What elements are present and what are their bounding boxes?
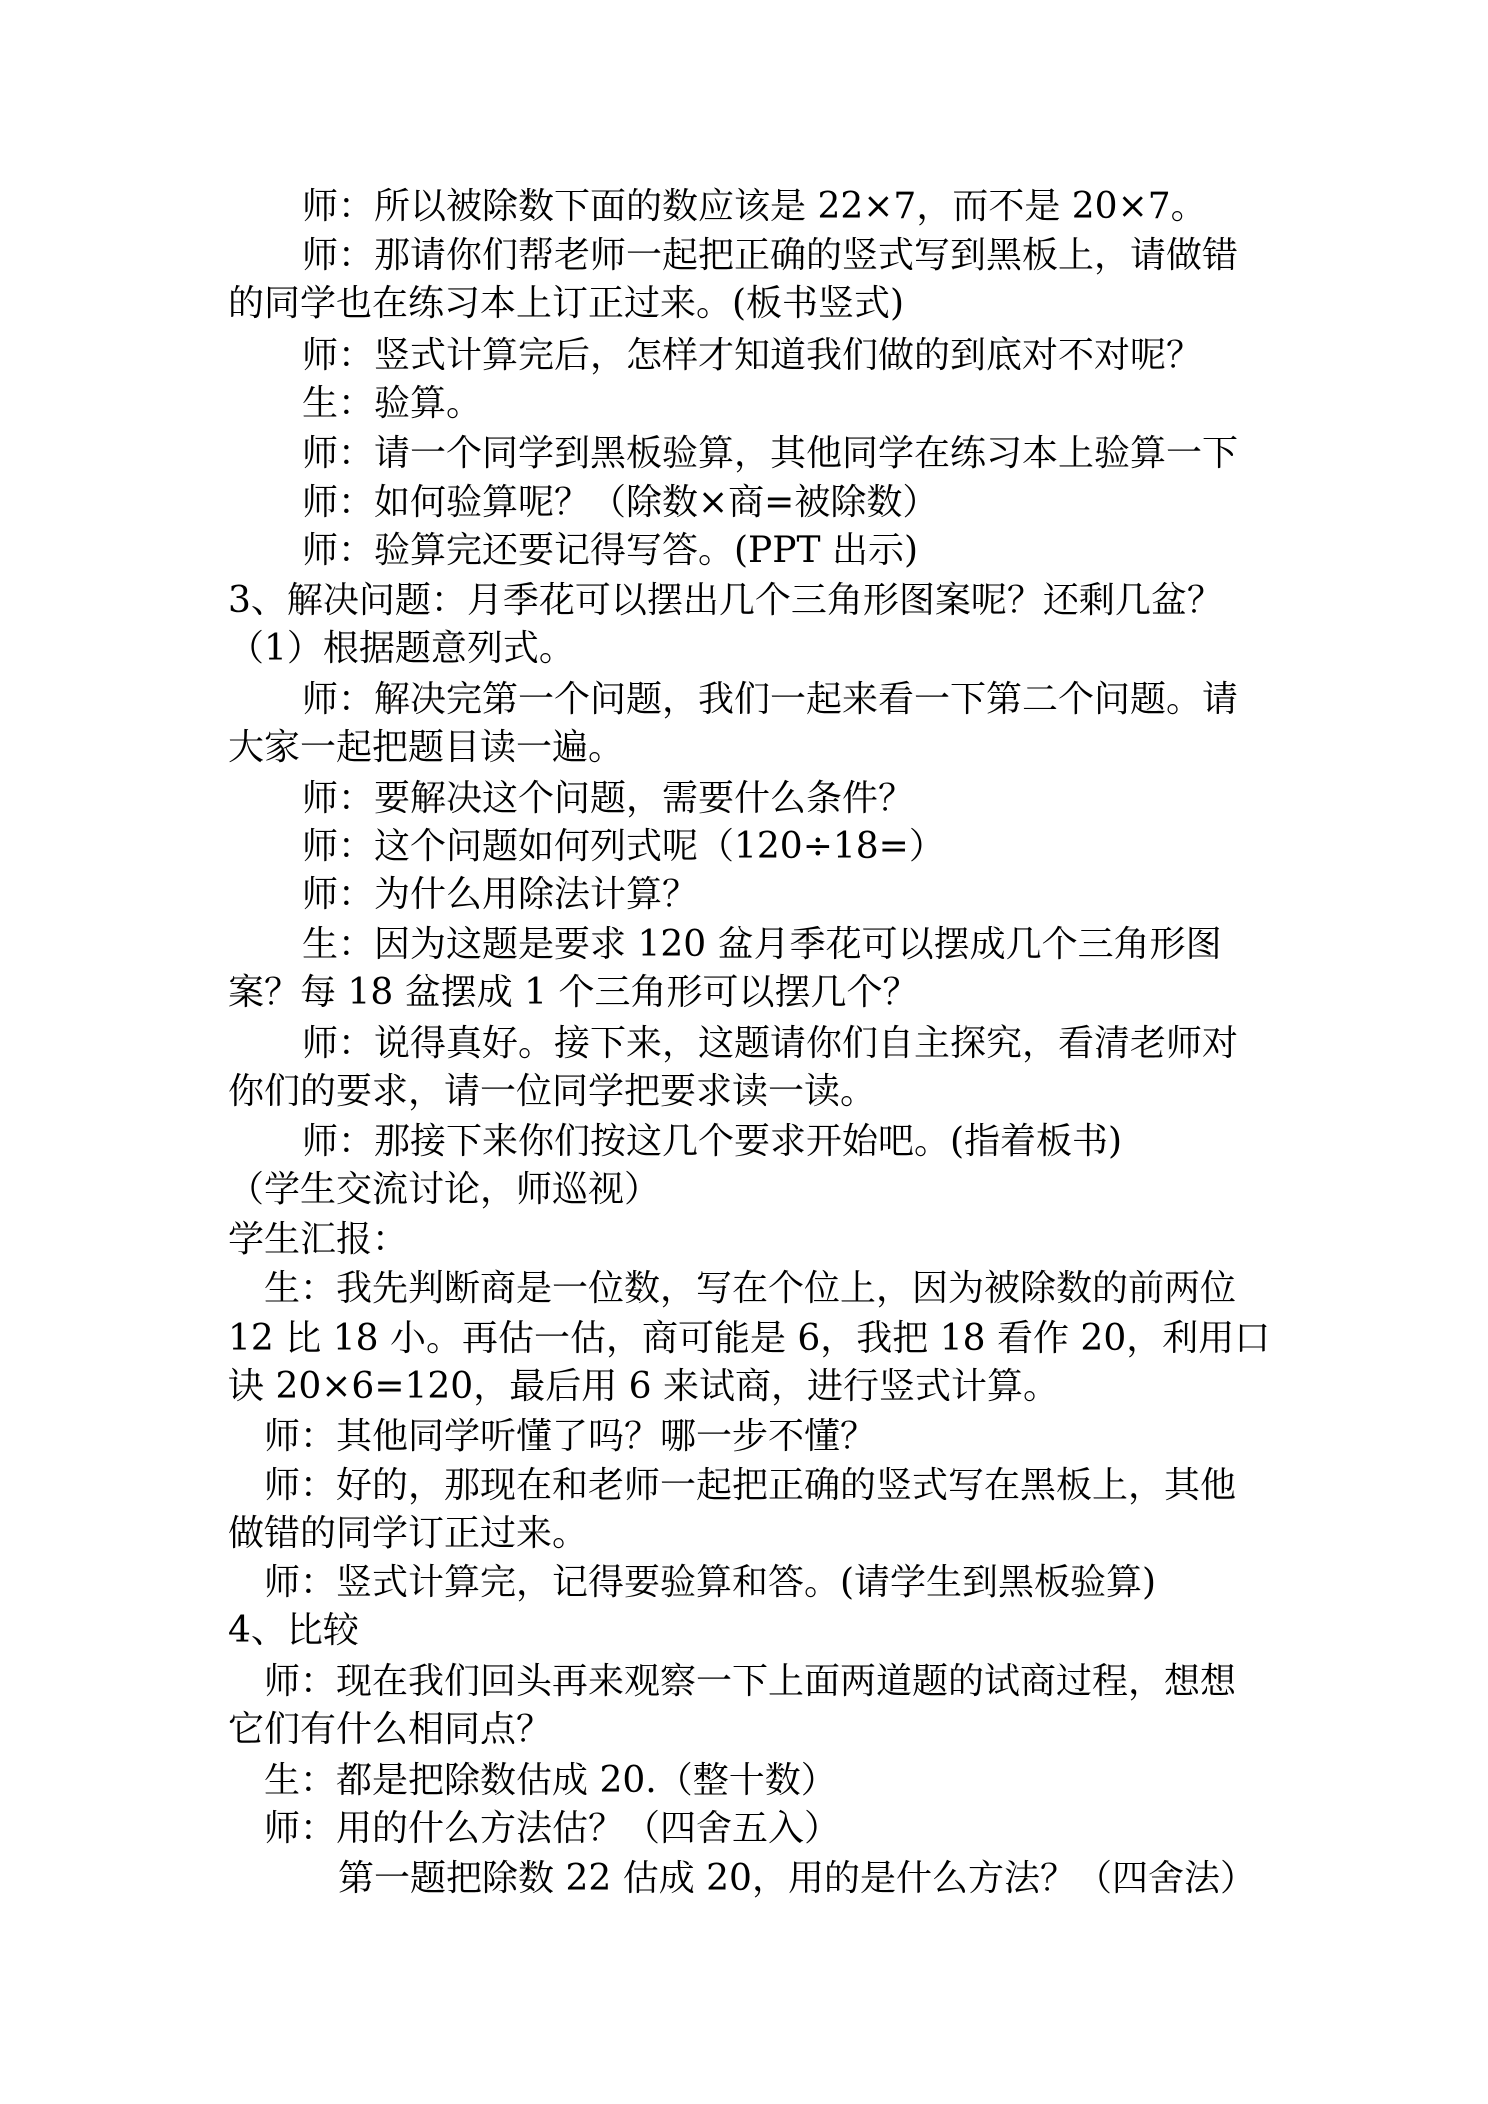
text-line: 师：那请你们帮老师一起把正确的竖式写到黑板上，请做错: [302, 235, 1239, 276]
text-line: 师：现在我们回头再来观察一下上面两道题的试商过程，想想: [264, 1661, 1237, 1702]
text-line: 师：那接下来你们按这几个要求开始吧。(指着板书): [302, 1121, 1123, 1162]
text-line: 师：验算完还要记得写答。(PPT 出示): [302, 530, 918, 571]
text-line: 师：为什么用除法计算？: [302, 874, 699, 915]
text-line: 的同学也在练习本上订正过来。(板书竖式): [228, 283, 905, 324]
text-line: 师：竖式计算完后，怎样才知道我们做的到底对不对呢？: [302, 335, 1203, 376]
text-line: 师：用的什么方法估？（四舍五入）: [264, 1808, 841, 1849]
text-line: 第一题把除数 22 估成 20，用的是什么方法？（四舍法）: [338, 1858, 1256, 1899]
text-line: 师：要解决这个问题，需要什么条件？: [302, 778, 915, 819]
text-line: 师：请一个同学到黑板验算，其他同学在练习本上验算一下: [302, 433, 1239, 474]
text-line: 学生汇报：: [228, 1219, 409, 1260]
text-line: 生：我先判断商是一位数，写在个位上，因为被除数的前两位: [264, 1268, 1237, 1309]
text-line: 3、解决问题：月季花可以摆出几个三角形图案呢？还剩几盆？: [228, 580, 1223, 621]
text-line: 做错的同学订正过来。: [228, 1513, 589, 1554]
text-line: 师：其他同学听懂了吗？哪一步不懂？: [264, 1416, 877, 1457]
text-line: 生：都是把除数估成 20.（整十数）: [264, 1760, 837, 1801]
text-line: 你们的要求，请一位同学把要求读一读。: [228, 1071, 877, 1112]
text-line: 案？每 18 盆摆成 1 个三角形可以摆几个？: [228, 972, 919, 1013]
text-line: 生：因为这题是要求 120 盆月季花可以摆成几个三角形图: [302, 924, 1222, 965]
text-line: 师：如何验算呢？（除数×商=被除数）: [302, 482, 939, 523]
text-line: 它们有什么相同点？: [228, 1709, 553, 1750]
text-line: 12 比 18 小。再估一估，商可能是 6，我把 18 看作 20，利用口: [228, 1318, 1271, 1359]
text-line: 师：好的，那现在和老师一起把正确的竖式写在黑板上，其他: [264, 1465, 1237, 1506]
text-line: 师：这个问题如何列式呢（120÷18=）: [302, 826, 945, 867]
text-line: 师：解决完第一个问题，我们一起来看一下第二个问题。请: [302, 679, 1239, 720]
text-line: （学生交流讨论，师巡视）: [228, 1169, 661, 1210]
text-line: 师：竖式计算完，记得要验算和答。(请学生到黑板验算): [264, 1562, 1157, 1603]
text-line: 4、比较: [228, 1610, 359, 1651]
text-line: （1）根据题意列式。: [228, 628, 575, 669]
text-line: 诀 20×6=120，最后用 6 来试商，进行竖式计算。: [228, 1366, 1059, 1407]
text-line: 师：所以被除数下面的数应该是 22×7，而不是 20×7。: [302, 186, 1207, 227]
text-line: 生：验算。: [302, 383, 483, 424]
text-line: 师：说得真好。接下来，这题请你们自主探究，看清老师对: [302, 1023, 1239, 1064]
text-line: 大家一起把题目读一遍。: [228, 727, 625, 768]
